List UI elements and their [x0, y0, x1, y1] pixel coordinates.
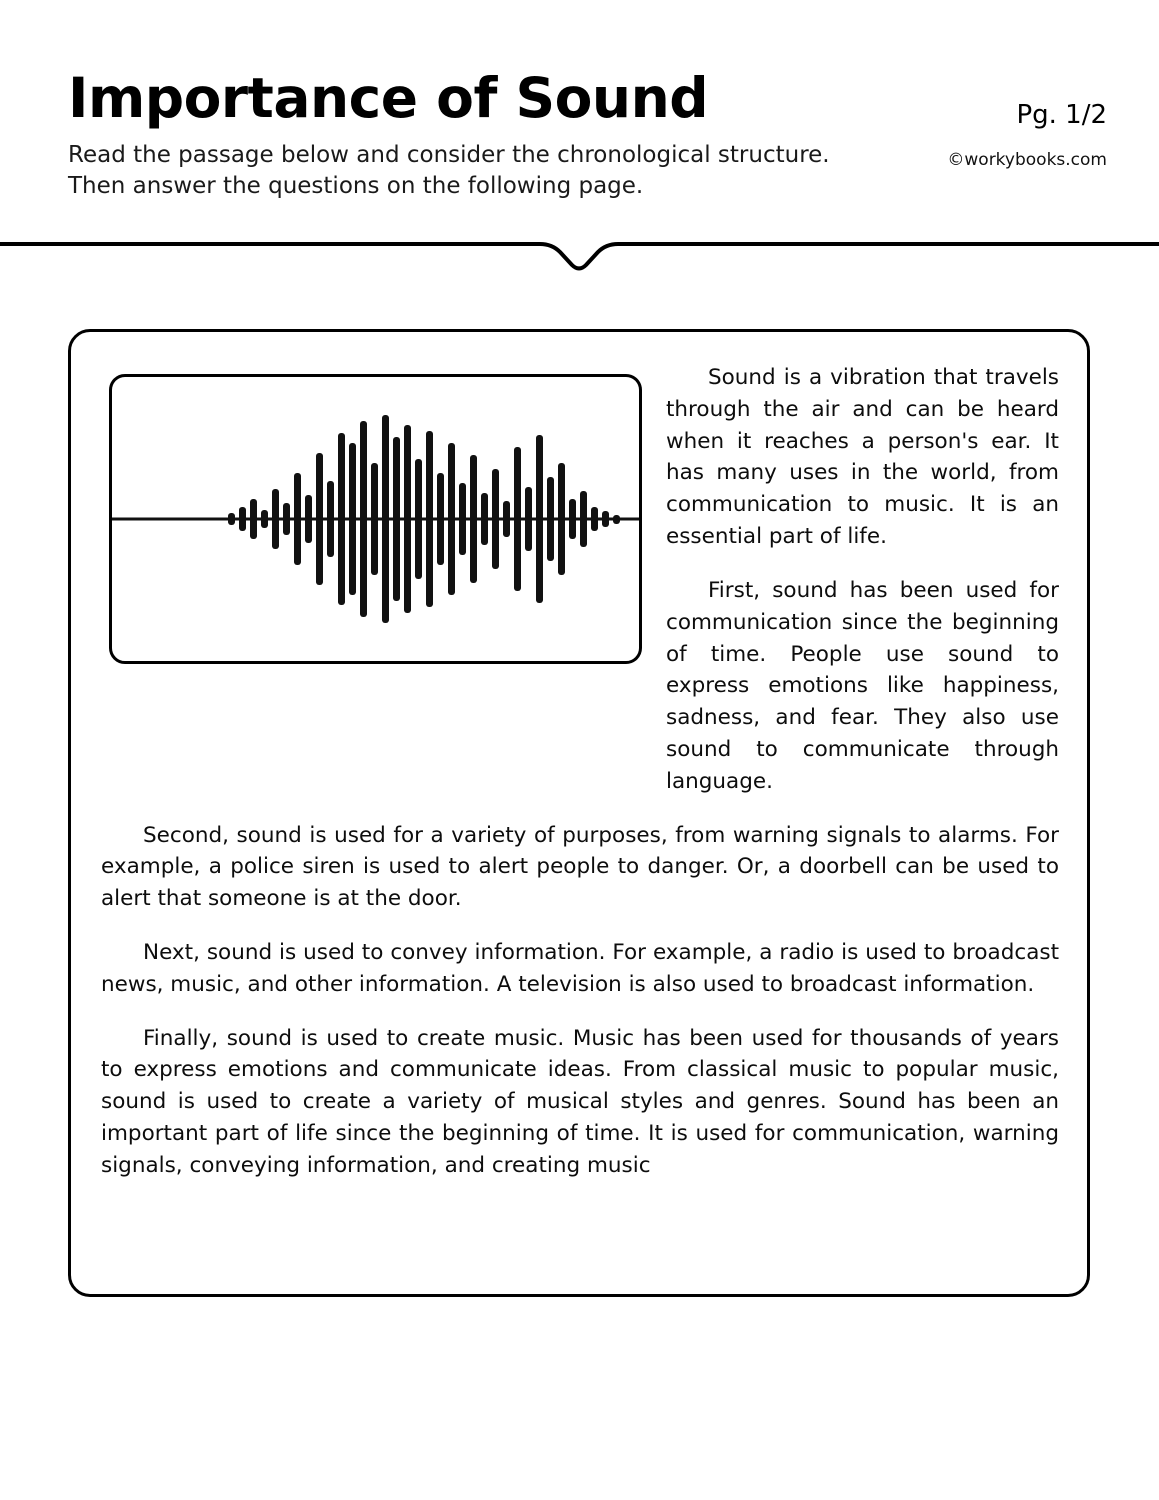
passage-paragraph-4: Next, sound is used to convey information. For example, a radio is used to broadcast news, music, and other information. A television is also used to broadcast information.: [101, 940, 1059, 997]
copyright-notice: ©workybooks.com: [947, 150, 1107, 170]
passage-paragraph-5: Finally, sound is used to create music. Music has been used for thousands of years to express emotions and communicate ideas. From classical music to popular music, sound is used to create a variety of musical styles and genres. Sound has been an important part of life since the beginning of time. It is used for communication, warning signals, conveying information, and creating music: [101, 1025, 1059, 1178]
instructions-text: Read the passage below and consider the chronological structure. Then answer the questions on the following page.: [68, 141, 830, 200]
passage-paragraph-1: Sound is a vibration that travels through the air and can be heard when it reaches a person's ear. It has many uses in the world, from communication to music. It is an essential part of life.: [666, 365, 1059, 550]
passage-paragraph-3: Second, sound is used for a variety of purposes, from warning signals to alarms. For example, a police siren is used to alert people to danger. Or, a doorbell can be used to alert that someone is at the door.: [101, 822, 1059, 912]
page-title: Importance of Sound: [68, 66, 709, 130]
passage-container: [68, 329, 1090, 1297]
worksheet-header: [68, 66, 1098, 202]
passage-paragraph-2: First, sound has been used for communication since the beginning of time. People use sound to express emotions like happiness, sadness, and fear. They also use sound to communicate through language.: [666, 577, 1059, 794]
header-divider: [0, 238, 1159, 288]
sound-waveform-icon: [109, 374, 642, 664]
passage-column-right: [666, 362, 1059, 798]
page-number: Pg. 1/2: [1016, 100, 1107, 130]
